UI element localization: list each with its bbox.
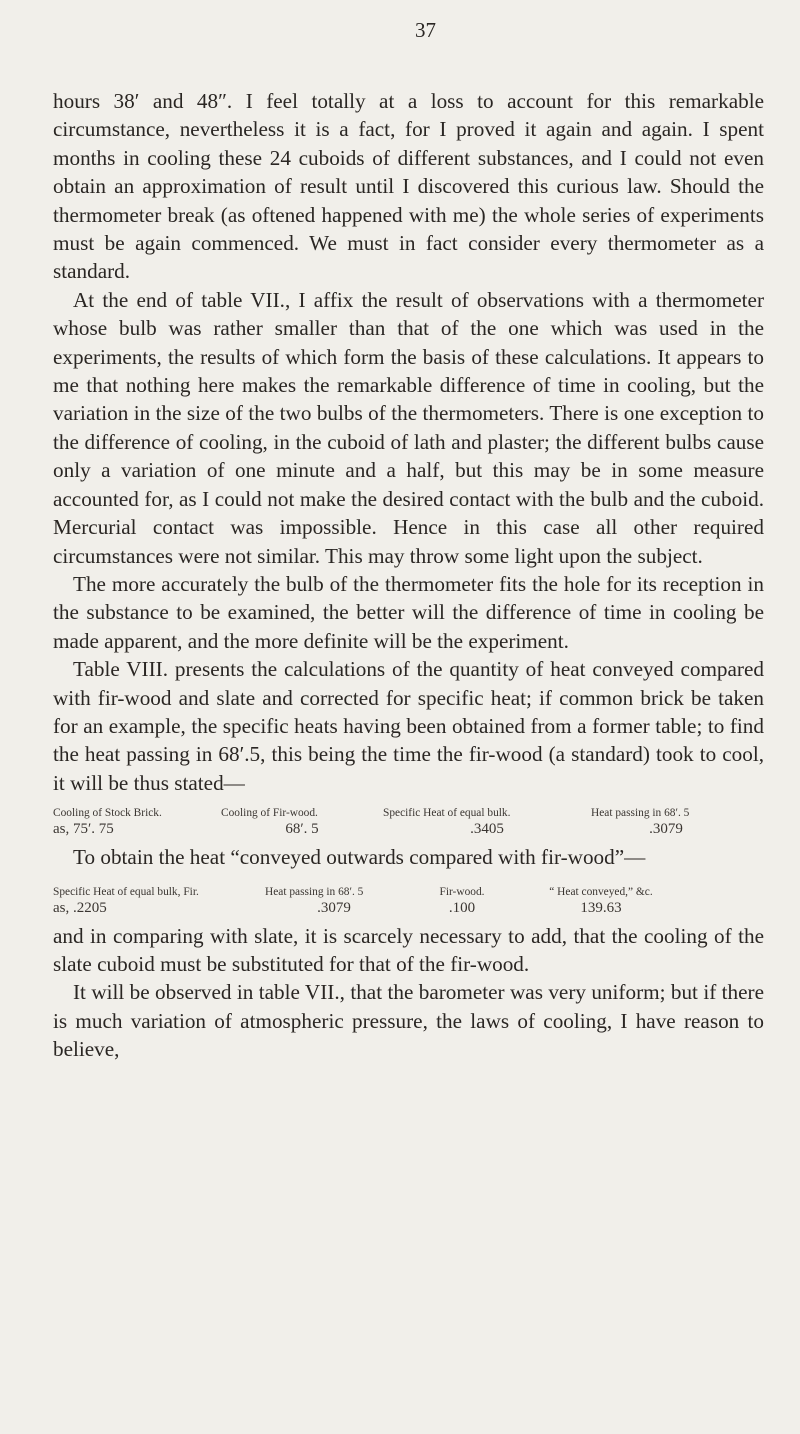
- calc1-header-2: Cooling of Fir-wood.: [221, 807, 318, 820]
- paragraph-5: To obtain the heat “conveyed outwards compared with fir-wood”—: [73, 845, 646, 870]
- calc2-header-1: Specific Heat of equal bulk, Fir.: [53, 885, 199, 898]
- calc1-value-3: .3405: [470, 821, 504, 838]
- calc2-value-3: .100: [448, 899, 476, 916]
- calc1-value-4: .3079: [649, 821, 683, 838]
- calculation-heat-conveyed: [53, 884, 764, 916]
- calc1-value-2: 68′. 5: [285, 821, 319, 838]
- paragraph-2: At the end of table VII., I affix the result of observations with a thermometer whose bulb was rather smaller than that of the one which was used in the experiments, the results of which form the basis of these calculations. It appears to me that nothing here makes the remarkable difference of time in cooling, but the variation in the size of the two bulbs of the thermometers. There is one exception to the difference of cooling, in the cuboid of lath and plaster; the different bulbs cause only a variation of one minute and a half, but this may be in some measure accounted for, as I could not make the desired contact with the bulb and the cuboid. Mercurial contact was impossible. Hence in this case all other required circumstances were not similar. This may throw some light upon the subject.: [53, 287, 764, 568]
- calc2-header-3: Fir-wood.: [439, 885, 485, 898]
- page-number: 37: [415, 18, 436, 42]
- calc2-value-2: .3079: [317, 899, 351, 916]
- paragraph-7: It will be observed in table VII., that the barometer was very uniform; but if there is much variation of atmospheric pressure, the laws of cooling, I have reason to believe,: [53, 980, 764, 1062]
- paragraph-3: The more accurately the bulb of the thermometer fits the hole for its reception in the substance to be examined, the better will the difference of time in cooling be made apparent, and the more definite will be the experiment.: [53, 571, 764, 653]
- calculation-stock-brick: [53, 805, 764, 837]
- calc2-value-4: 139.63: [580, 899, 622, 916]
- calc1-header-4: Heat passing in 68′. 5: [591, 807, 690, 820]
- calc2-value-1: as, .2205: [53, 899, 107, 916]
- calc1-value-1: as, 75′. 75: [53, 821, 114, 838]
- body-text: [53, 87, 764, 1064]
- paragraph-4: Table VIII. presents the calculations of the quantity of heat conveyed compared with fir-wood and slate and corrected for specific heat; if common brick be taken for an example, the specific heats having been obtained from a former table; to find the heat passing in 68′.5, this being the time the fir-wood (a standard) took to cool, it will be thus stated—: [53, 657, 764, 795]
- calc1-header-3: Specific Heat of equal bulk.: [383, 807, 511, 820]
- calc2-header-4: “ Heat conveyed,” &c.: [549, 885, 653, 898]
- calc2-header-2: Heat passing in 68′. 5: [265, 885, 364, 898]
- paragraph-1: hours 38′ and 48″. I feel totally at a loss to account for this remarkable circumstance, nevertheless it is a fact, for I proved it again and again. I spent months in cooling these 24 cuboids of different substances, and I could not even obtain an approximation of result until I discovered this curious law. Should the thermometer break (as oftened happened with me) the whole series of experiments must be again commenced. We must in fact consider every thermometer as a standard.: [53, 89, 764, 284]
- calc1-header-1: Cooling of Stock Brick.: [53, 807, 162, 820]
- paragraph-6: and in comparing with slate, it is scarcely necessary to add, that the cooling of the slate cuboid must be substituted for that of the fir-wood.: [53, 923, 764, 976]
